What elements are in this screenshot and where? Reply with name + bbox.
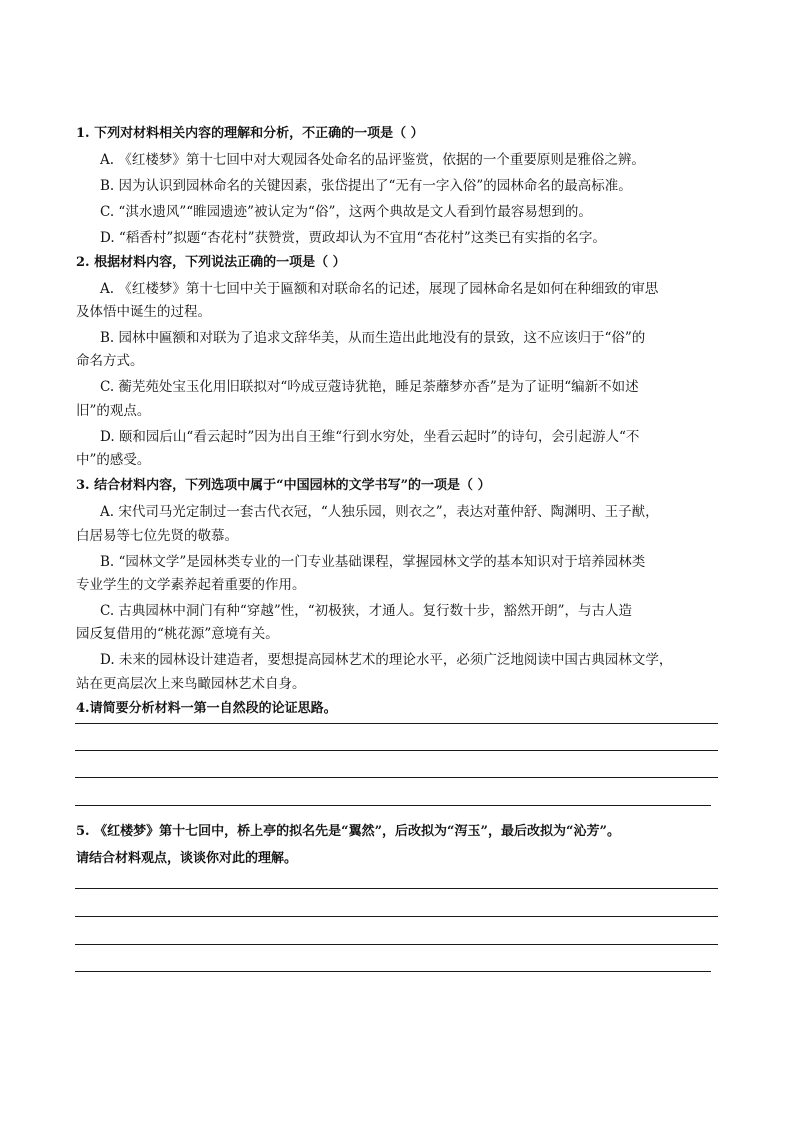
question-1-option-c: C. “淇水遗风”“睢园遗迹”被认定为“俗”，这两个典故是文人看到竹最容易想到的。 [100,204,592,220]
question-3-stem: 3. 结合材料内容，下列选项中属于“中国园林的文学书写”的一项是（ ） [76,478,491,493]
question-5-answer-line[interactable] [75,888,718,889]
question-4-answer-line[interactable] [75,777,718,778]
question-3-option-a-continued: 白居易等七位先贤的敬慕。 [76,528,238,544]
question-1-option-b: B. 因为认识到园林命名的关键因素，张岱提出了“无有一字入俗”的园林命名的最高标准。 [100,178,632,194]
question-1-stem: 1. 下列对材料相关内容的理解和分析，不正确的一项是（ ） [76,126,424,141]
question-1-option-d: D. “稻香村”拟题“杏花村”获赞赏，贾政却认为不宜用“杏花村”这类已有实指的名字。 [100,230,606,246]
question-2-option-c: C. 蘅芜苑处宝玉化用旧联拟对“吟成豆蔻诗犹艳，睡足荼蘼梦亦香”是为了证明“编新不如述 [100,379,639,395]
question-2-option-a-continued: 及体悟中诞生的过程。 [76,304,211,320]
question-2-option-d: D. 颐和园后山“看云起时”因为出自王维“行到水穷处，坐看云起时”的诗句，会引起游人“不 [100,429,640,445]
question-4-answer-line[interactable] [75,723,718,724]
question-1-option-a: A. 《红楼梦》第十七回中对大观园各处命名的品评鉴赏，依据的一个重要原则是雅俗之辨。 [100,152,645,168]
question-2-option-d-continued: 中”的感受。 [76,452,151,468]
question-3-option-d-continued: 站在更高层次上来鸟瞰园林艺术自身。 [76,676,306,692]
question-5-stem: 5. 《红楼梦》第十七回中，桥上亭的拟名先是“翼然”，后改拟为“泻玉”，最后改拟为“沁芳”。 [76,824,620,839]
question-2-option-c-continued: 旧”的观点。 [76,403,151,419]
question-3-option-c: C. 古典园林中洞门有种“穿越”性，“初极狭，才通人。复行数十步，豁然开朗”，与古人造 [100,603,633,619]
question-2-option-b-continued: 命名方式。 [76,353,144,369]
question-2-option-b: B. 园林中匾额和对联为了追求文辞华美，从而生造出此地没有的景致，这不应该归于“俗”的 [100,330,646,346]
question-5-stem-continued: 请结合材料观点，谈谈你对此的理解。 [76,851,298,866]
question-3-option-b: B. “园林文学”是园林类专业的一门专业基础课程，掌握园林文学的基本知识对于培养园林类 [100,554,646,570]
question-4-answer-line[interactable] [75,750,718,751]
question-3-option-b-continued: 专业学生的文学素养起着重要的作用。 [76,577,306,593]
question-3-option-a: A. 宋代司马光定制过一套古代衣冠，“人独乐园，则衣之”，表达对董仲舒、陶渊明、王子猷， [100,504,659,520]
question-5-answer-line[interactable] [75,971,711,972]
question-2-stem: 2. 根据材料内容，下列说法正确的一项是（ ） [76,255,346,270]
question-5-answer-line[interactable] [75,944,718,945]
question-4-answer-line[interactable] [75,805,711,806]
question-4-stem: 4.请简要分析材料一第一自然段的论证思路。 [76,701,337,716]
question-2-option-a: A. 《红楼梦》第十七回中关于匾额和对联命名的记述，展现了园林命名是如何在种细致的审思 [100,281,659,297]
question-3-option-d: D. 未来的园林设计建造者，要想提高园林艺术的理论水平，必须广泛地阅读中国古典园林文学， [100,652,673,668]
question-5-answer-line[interactable] [75,916,718,917]
question-3-option-c-continued: 园反复借用的“桃花源”意境有关。 [76,626,279,642]
